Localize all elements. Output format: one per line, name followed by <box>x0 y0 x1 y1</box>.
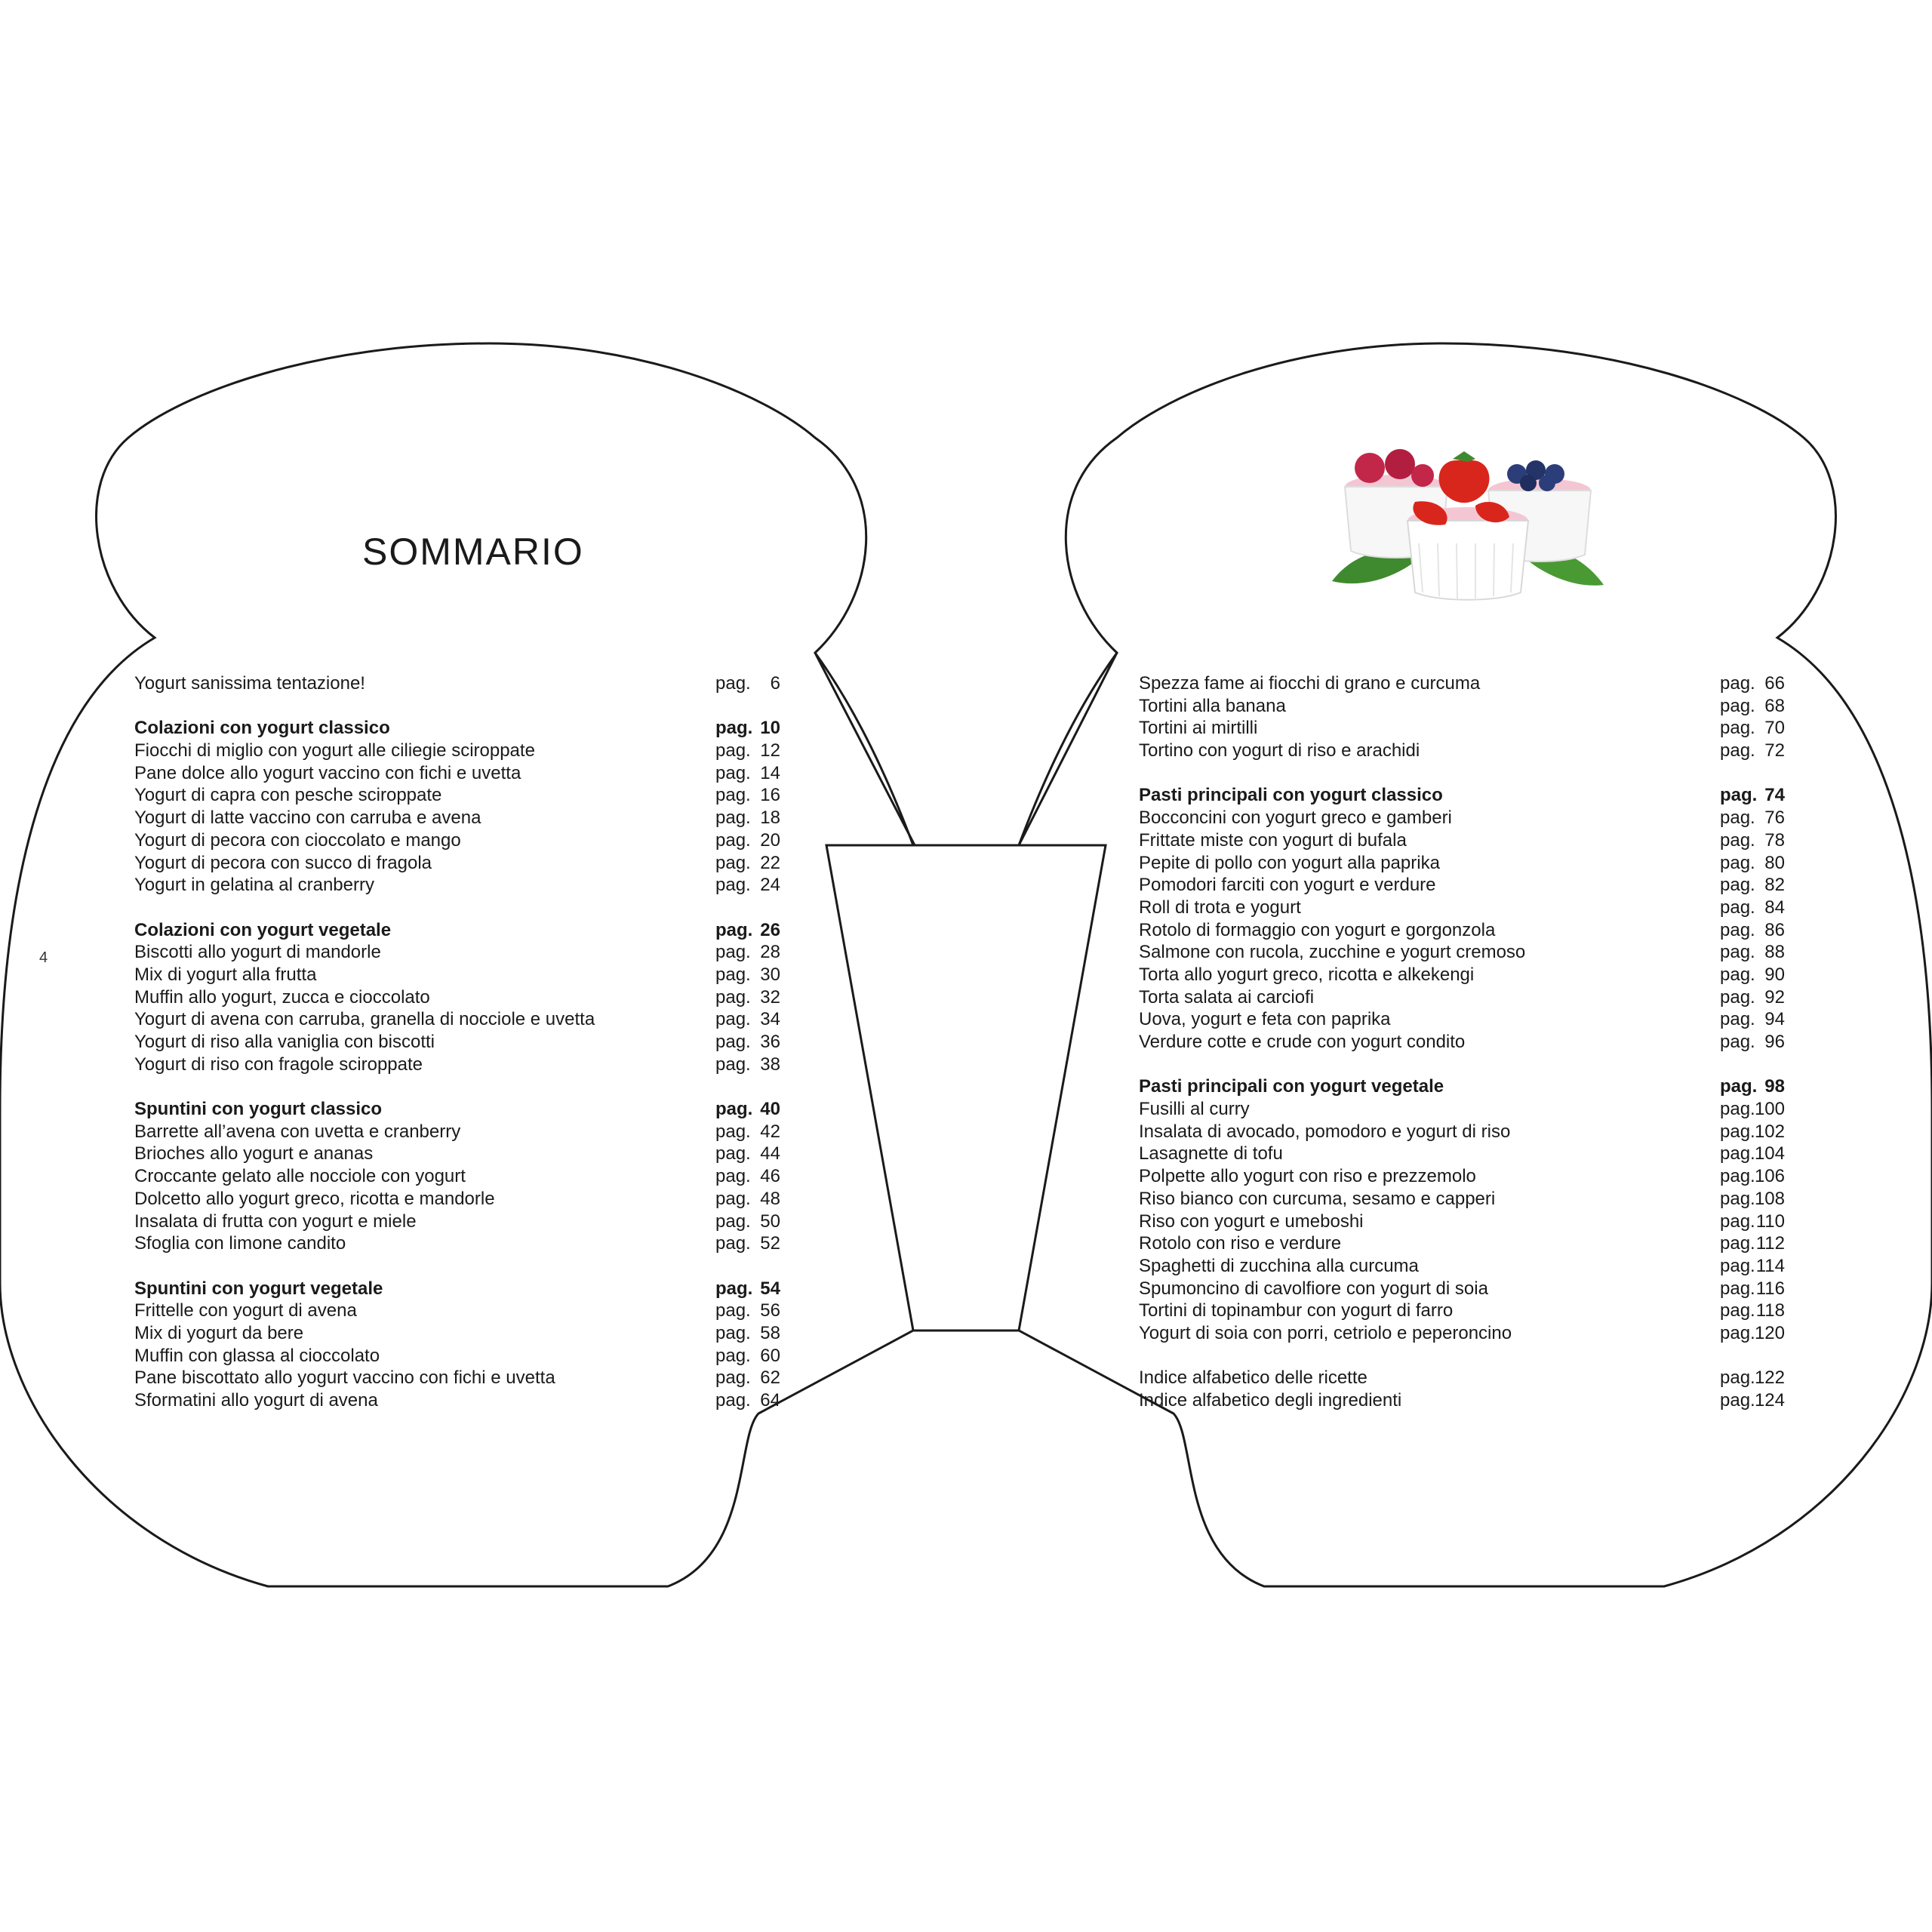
toc-entry-pag-label: pag. <box>715 1233 751 1254</box>
toc-entry <box>134 740 798 762</box>
toc-entry-title: Sfoglia con limone candito <box>134 1233 346 1254</box>
toc-entry-page-number: 84 <box>1764 897 1785 918</box>
toc-entry-title: Muffin allo yogurt, zucca e cioccolato <box>134 986 430 1008</box>
toc-section-heading <box>1139 784 1803 807</box>
toc-entry-pag-label: pag. <box>1720 829 1755 851</box>
toc-entry-pag-label: pag. <box>1720 942 1755 963</box>
toc-section-heading <box>1139 1075 1803 1098</box>
toc-entry-page-number: 116 <box>1755 1278 1785 1299</box>
toc-entry-pag-label: pag. <box>715 919 753 940</box>
toc-entry-pag-label: pag. <box>1720 1188 1755 1209</box>
toc-entry-pag-label: pag. <box>1720 1211 1755 1232</box>
toc-entry-pag-label: pag. <box>715 1278 753 1299</box>
toc-entry <box>1139 1300 1803 1322</box>
toc-entry-pag-label: pag. <box>1720 1322 1755 1343</box>
toc-entry-title: Yogurt di pecora con succo di fragola <box>134 852 432 873</box>
toc-entry-pag-label: pag. <box>1720 1166 1755 1187</box>
toc-entry-title: Fusilli al curry <box>1139 1099 1250 1120</box>
toc-entry-pag-label: pag. <box>715 1211 751 1232</box>
toc-entry-page-number: 30 <box>760 964 780 985</box>
toc-entry-pag-label: pag. <box>715 1054 751 1075</box>
toc-entry-title: Spuntini con yogurt classico <box>134 1099 383 1120</box>
toc-entry-pag-label: pag. <box>1720 1099 1755 1120</box>
center-notch-top <box>815 653 1117 845</box>
toc-entry <box>134 1300 798 1322</box>
toc-entry-pag-label: pag. <box>1720 1143 1755 1164</box>
toc-entry-pag-label: pag. <box>715 673 751 694</box>
toc-entry-pag-label: pag. <box>715 1166 751 1187</box>
toc-entry <box>1139 807 1803 829</box>
toc-entry-page-number: 28 <box>760 942 780 963</box>
toc-entry-title: Croccante gelato alle nocciole con yogurt <box>134 1166 466 1187</box>
toc-entry-page-number: 38 <box>760 1054 780 1075</box>
toc-entry-pag-label: pag. <box>715 964 751 985</box>
toc-entry-page-number: 44 <box>760 1143 780 1164</box>
toc-entry <box>134 874 798 897</box>
toc-entry-title: Insalata di frutta con yogurt e miele <box>134 1211 417 1232</box>
toc-entry-pag-label: pag. <box>715 1300 751 1321</box>
toc-entry <box>1139 919 1803 942</box>
toc-entry <box>134 986 798 1009</box>
toc-entry-page-number: 12 <box>760 740 780 761</box>
toc-entry-page-number: 36 <box>760 1032 780 1052</box>
toc-entry <box>1139 1322 1803 1345</box>
toc-entry-page-number: 48 <box>760 1188 780 1209</box>
toc-entry <box>134 1143 798 1165</box>
toc-entry-pag-label: pag. <box>1720 785 1758 806</box>
toc-entry-title: Yogurt sanissima tentazione! <box>134 673 365 694</box>
toc-entry-title: Yogurt in gelatina al cranberry <box>134 875 374 896</box>
toc-entry-page-number: 64 <box>760 1390 780 1411</box>
toc-entry-page-number: 62 <box>760 1367 780 1389</box>
toc-left-column <box>134 672 798 1412</box>
toc-entry <box>134 1008 798 1031</box>
toc-entry-pag-label: pag. <box>1720 1032 1755 1052</box>
toc-entry-title: Polpette allo yogurt con riso e prezzemolo <box>1139 1166 1476 1187</box>
toc-entry-pag-label: pag. <box>715 1390 751 1411</box>
toc-entry-title: Tortini alla banana <box>1139 695 1286 716</box>
toc-entry-page-number: 70 <box>1764 718 1785 739</box>
toc-entry-pag-label: pag. <box>1720 875 1755 896</box>
toc-entry <box>1139 1278 1803 1300</box>
toc-entry <box>1139 1367 1803 1389</box>
toc-entry <box>1139 1389 1803 1412</box>
toc-entry-title: Colazioni con yogurt classico <box>134 718 390 739</box>
toc-entry-pag-label: pag. <box>715 808 751 829</box>
toc-entry-title: Verdure cotte e crude con yogurt condito <box>1139 1032 1466 1052</box>
toc-entry-page-number: 32 <box>760 986 780 1008</box>
toc-entry <box>134 829 798 852</box>
toc-entry <box>1139 1143 1803 1165</box>
toc-entry-page-number: 82 <box>1764 875 1785 896</box>
toc-entry <box>1139 1165 1803 1188</box>
toc-entry-title: Yogurt di soia con porri, cetriolo e peperoncino <box>1139 1322 1512 1343</box>
toc-entry-pag-label: pag. <box>715 762 751 783</box>
toc-entry-page-number: 26 <box>760 919 780 940</box>
toc-entry-title: Fiocchi di miglio con yogurt alle ciliegie sciroppate <box>134 740 535 761</box>
toc-entry-title: Barrette all’avena con uvetta e cranberry <box>134 1121 461 1142</box>
toc-entry <box>134 1211 798 1233</box>
toc-entry-page-number: 96 <box>1764 1032 1785 1052</box>
toc-entry-pag-label: pag. <box>715 1188 751 1209</box>
toc-entry-pag-label: pag. <box>715 1143 751 1164</box>
toc-entry-page-number: 108 <box>1754 1188 1785 1209</box>
toc-entry-page-number: 124 <box>1754 1390 1785 1411</box>
toc-entry <box>1139 941 1803 964</box>
toc-entry-title: Mix di yogurt da bere <box>134 1322 304 1343</box>
toc-entry-pag-label: pag. <box>1720 1076 1758 1097</box>
toc-entry-pag-label: pag. <box>715 1345 751 1366</box>
toc-entry-page-number: 46 <box>760 1166 780 1187</box>
toc-entry-title: Spuntini con yogurt vegetale <box>134 1278 383 1299</box>
toc-entry-pag-label: pag. <box>1720 1278 1755 1299</box>
toc-entry-pag-label: pag. <box>715 1032 751 1052</box>
toc-entry-title: Spaghetti di zucchina alla curcuma <box>1139 1255 1419 1276</box>
toc-entry-title: Tortini di topinambur con yogurt di farro <box>1139 1300 1454 1321</box>
toc-entry-page-number: 100 <box>1754 1099 1785 1120</box>
toc-entry-page-number: 22 <box>760 852 780 873</box>
toc-entry <box>134 941 798 964</box>
toc-entry-page-number: 52 <box>760 1233 780 1254</box>
toc-entry-title: Indice alfabetico delle ricette <box>1139 1367 1367 1389</box>
toc-entry-page-number: 72 <box>1764 740 1785 761</box>
toc-entry-pag-label: pag. <box>715 1009 751 1030</box>
toc-entry-pag-label: pag. <box>1720 964 1755 985</box>
toc-entry-pag-label: pag. <box>715 875 751 896</box>
toc-entry-pag-label: pag. <box>715 852 751 873</box>
toc-entry-pag-label: pag. <box>715 718 753 739</box>
toc-entry-title: Frittate miste con yogurt di bufala <box>1139 829 1407 851</box>
toc-entry <box>1139 1255 1803 1278</box>
toc-entry-page-number: 106 <box>1754 1166 1785 1187</box>
toc-entry <box>1139 695 1803 718</box>
toc-entry-page-number: 6 <box>770 673 780 694</box>
toc-entry-page-number: 122 <box>1754 1367 1785 1389</box>
toc-entry <box>134 762 798 785</box>
toc-entry-page-number: 42 <box>760 1121 780 1142</box>
toc-entry-title: Sformatini allo yogurt di avena <box>134 1390 378 1411</box>
toc-entry-title: Lasagnette di tofu <box>1139 1143 1283 1164</box>
toc-entry <box>134 1121 798 1143</box>
toc-entry <box>1139 874 1803 897</box>
toc-entry <box>1139 1121 1803 1143</box>
toc-entry <box>1139 829 1803 852</box>
toc-entry-title: Tortino con yogurt di riso e arachidi <box>1139 740 1420 761</box>
toc-entry <box>1139 964 1803 986</box>
toc-entry-pag-label: pag. <box>715 986 751 1008</box>
toc-entry-title: Riso bianco con curcuma, sesamo e capperi <box>1139 1188 1496 1209</box>
toc-entry-title: Roll di trota e yogurt <box>1139 897 1301 918</box>
toc-entry-page-number: 76 <box>1764 808 1785 829</box>
toc-entry-title: Yogurt di pecora con cioccolato e mango <box>134 829 461 851</box>
toc-entry-page-number: 78 <box>1764 829 1785 851</box>
toc-entry-title: Pane dolce allo yogurt vaccino con fichi e uvetta <box>134 762 521 783</box>
toc-entry-title: Brioches allo yogurt e ananas <box>134 1143 374 1164</box>
toc-entry <box>1139 1211 1803 1233</box>
toc-entry-pag-label: pag. <box>1720 986 1755 1008</box>
toc-entry-pag-label: pag. <box>1720 718 1755 739</box>
toc-entry-pag-label: pag. <box>1720 808 1755 829</box>
toc-entry-pag-label: pag. <box>1720 852 1755 873</box>
toc-entry-page-number: 16 <box>760 785 780 806</box>
toc-entry-title: Spumoncino di cavolfiore con yogurt di soia <box>1139 1278 1488 1299</box>
toc-entry-page-number: 86 <box>1764 919 1785 940</box>
toc-entry-title: Colazioni con yogurt vegetale <box>134 919 392 940</box>
yogurt-cups-with-berries-icon <box>1324 445 1611 604</box>
page-title: SOMMARIO <box>362 531 584 573</box>
page-number: 4 <box>39 949 48 966</box>
toc-entry <box>1139 897 1803 919</box>
toc-entry-page-number: 68 <box>1764 695 1785 716</box>
toc-entry-page-number: 10 <box>760 718 780 739</box>
toc-entry-title: Pane biscottato allo yogurt vaccino con fichi e uvetta <box>134 1367 555 1389</box>
toc-entry <box>134 1389 798 1412</box>
toc-entry <box>1139 1008 1803 1031</box>
toc-entry-title: Uova, yogurt e feta con paprika <box>1139 1009 1391 1030</box>
toc-entry-page-number: 14 <box>760 762 780 783</box>
toc-entry-pag-label: pag. <box>1720 740 1755 761</box>
toc-entry-page-number: 90 <box>1764 964 1785 985</box>
toc-entry-page-number: 66 <box>1764 673 1785 694</box>
toc-entry <box>134 807 798 829</box>
toc-entry-pag-label: pag. <box>715 829 751 851</box>
toc-entry-pag-label: pag. <box>1720 1009 1755 1030</box>
toc-entry-pag-label: pag. <box>1720 897 1755 918</box>
toc-entry-title: Rotolo con riso e verdure <box>1139 1233 1342 1254</box>
toc-entry-pag-label: pag. <box>1720 1390 1755 1411</box>
toc-entry-title: Spezza fame ai fiocchi di grano e curcuma <box>1139 673 1481 694</box>
toc-entry-title: Rotolo di formaggio con yogurt e gorgonzola <box>1139 919 1496 940</box>
toc-section-heading <box>134 1098 798 1121</box>
toc-entry-title: Salmone con rucola, zucchine e yogurt cremoso <box>1139 942 1526 963</box>
toc-entry-page-number: 92 <box>1764 986 1785 1008</box>
toc-entry <box>1139 717 1803 740</box>
toc-entry-page-number: 88 <box>1764 942 1785 963</box>
toc-entry-page-number: 120 <box>1754 1322 1785 1343</box>
toc-entry <box>1139 672 1803 695</box>
toc-entry-pag-label: pag. <box>1720 919 1755 940</box>
toc-entry-page-number: 40 <box>760 1099 780 1120</box>
toc-entry <box>134 1031 798 1054</box>
toc-entry <box>134 1188 798 1211</box>
toc-entry-title: Indice alfabetico degli ingredienti <box>1139 1390 1402 1411</box>
toc-entry-title: Pasti principali con yogurt classico <box>1139 785 1443 806</box>
toc-entry-page-number: 118 <box>1755 1300 1785 1321</box>
toc-entry-page-number: 34 <box>760 1009 780 1030</box>
toc-entry-title: Yogurt di avena con carruba, granella di nocciole e uvetta <box>134 1009 595 1030</box>
toc-entry-title: Dolcetto allo yogurt greco, ricotta e mandorle <box>134 1188 495 1209</box>
toc-entry <box>1139 1031 1803 1054</box>
toc-entry-pag-label: pag. <box>1720 695 1755 716</box>
toc-entry-page-number: 60 <box>760 1345 780 1366</box>
toc-entry <box>1139 740 1803 762</box>
toc-entry <box>1139 1188 1803 1211</box>
toc-entry-page-number: 98 <box>1764 1076 1785 1097</box>
toc-entry-pag-label: pag. <box>1720 1233 1755 1254</box>
toc-entry-page-number: 20 <box>760 829 780 851</box>
toc-entry-title: Tortini ai mirtilli <box>1139 718 1258 739</box>
toc-entry-page-number: 80 <box>1764 852 1785 873</box>
toc-entry <box>1139 1232 1803 1255</box>
toc-entry-title: Pasti principali con yogurt vegetale <box>1139 1076 1444 1097</box>
toc-entry-title: Yogurt di riso alla vaniglia con biscotti <box>134 1032 435 1052</box>
toc-entry-title: Yogurt di latte vaccino con carruba e avena <box>134 808 481 829</box>
toc-entry-pag-label: pag. <box>1720 1367 1755 1389</box>
toc-entry-title: Mix di yogurt alla frutta <box>134 964 317 985</box>
toc-entry-pag-label: pag. <box>1720 1121 1755 1142</box>
toc-entry-page-number: 74 <box>1764 785 1785 806</box>
toc-entry-page-number: 110 <box>1755 1211 1785 1232</box>
toc-entry-pag-label: pag. <box>1720 1300 1755 1321</box>
toc-entry-title: Biscotti allo yogurt di mandorle <box>134 942 381 963</box>
toc-section-heading <box>134 919 798 942</box>
toc-entry-pag-label: pag. <box>715 1099 753 1120</box>
toc-entry-pag-label: pag. <box>1720 1255 1755 1276</box>
toc-entry-title: Yogurt di capra con pesche sciroppate <box>134 785 442 806</box>
toc-entry-title: Pepite di pollo con yogurt alla paprika <box>1139 852 1440 873</box>
toc-entry-title: Bocconcini con yogurt greco e gamberi <box>1139 808 1452 829</box>
toc-right-column <box>1139 672 1803 1412</box>
toc-entry-title: Riso con yogurt e umeboshi <box>1139 1211 1364 1232</box>
toc-entry <box>134 1054 798 1076</box>
toc-entry <box>134 784 798 807</box>
toc-section-heading <box>134 717 798 740</box>
toc-entry <box>134 1345 798 1367</box>
toc-entry <box>134 964 798 986</box>
toc-entry-page-number: 104 <box>1754 1143 1785 1164</box>
toc-entry <box>134 1322 798 1345</box>
toc-entry-title: Pomodori farciti con yogurt e verdure <box>1139 875 1436 896</box>
toc-entry-pag-label: pag. <box>1720 673 1755 694</box>
toc-entry-title: Frittelle con yogurt di avena <box>134 1300 357 1321</box>
toc-entry-pag-label: pag. <box>715 942 751 963</box>
toc-entry-pag-label: pag. <box>715 1322 751 1343</box>
toc-entry-title: Torta allo yogurt greco, ricotta e alkekengi <box>1139 964 1475 985</box>
toc-entry-page-number: 114 <box>1755 1255 1785 1276</box>
toc-entry-pag-label: pag. <box>715 785 751 806</box>
toc-entry <box>134 1232 798 1255</box>
toc-entry-page-number: 54 <box>760 1278 780 1299</box>
toc-entry-title: Muffin con glassa al cioccolato <box>134 1345 380 1366</box>
toc-entry <box>1139 852 1803 875</box>
toc-entry <box>134 1165 798 1188</box>
toc-entry <box>1139 986 1803 1009</box>
toc-entry-pag-label: pag. <box>715 1367 751 1389</box>
toc-entry-page-number: 24 <box>760 875 780 896</box>
toc-entry-pag-label: pag. <box>715 1121 751 1142</box>
toc-entry-page-number: 58 <box>760 1322 780 1343</box>
toc-entry <box>134 672 798 695</box>
toc-entry-title: Torta salata ai carciofi <box>1139 986 1315 1008</box>
toc-entry-title: Yogurt di riso con fragole sciroppate <box>134 1054 423 1075</box>
toc-entry <box>1139 1098 1803 1121</box>
toc-entry-page-number: 56 <box>760 1300 780 1321</box>
toc-entry-page-number: 94 <box>1764 1009 1785 1030</box>
toc-entry <box>134 852 798 875</box>
toc-entry-pag-label: pag. <box>715 740 751 761</box>
toc-entry-title: Insalata di avocado, pomodoro e yogurt di riso <box>1139 1121 1511 1142</box>
raspberry-icon <box>1355 453 1385 483</box>
toc-entry-page-number: 50 <box>760 1211 780 1232</box>
toc-entry-page-number: 102 <box>1754 1121 1785 1142</box>
toc-section-heading <box>134 1278 798 1300</box>
toc-entry <box>134 1367 798 1389</box>
toc-entry-page-number: 112 <box>1755 1233 1785 1254</box>
toc-entry-page-number: 18 <box>760 808 780 829</box>
